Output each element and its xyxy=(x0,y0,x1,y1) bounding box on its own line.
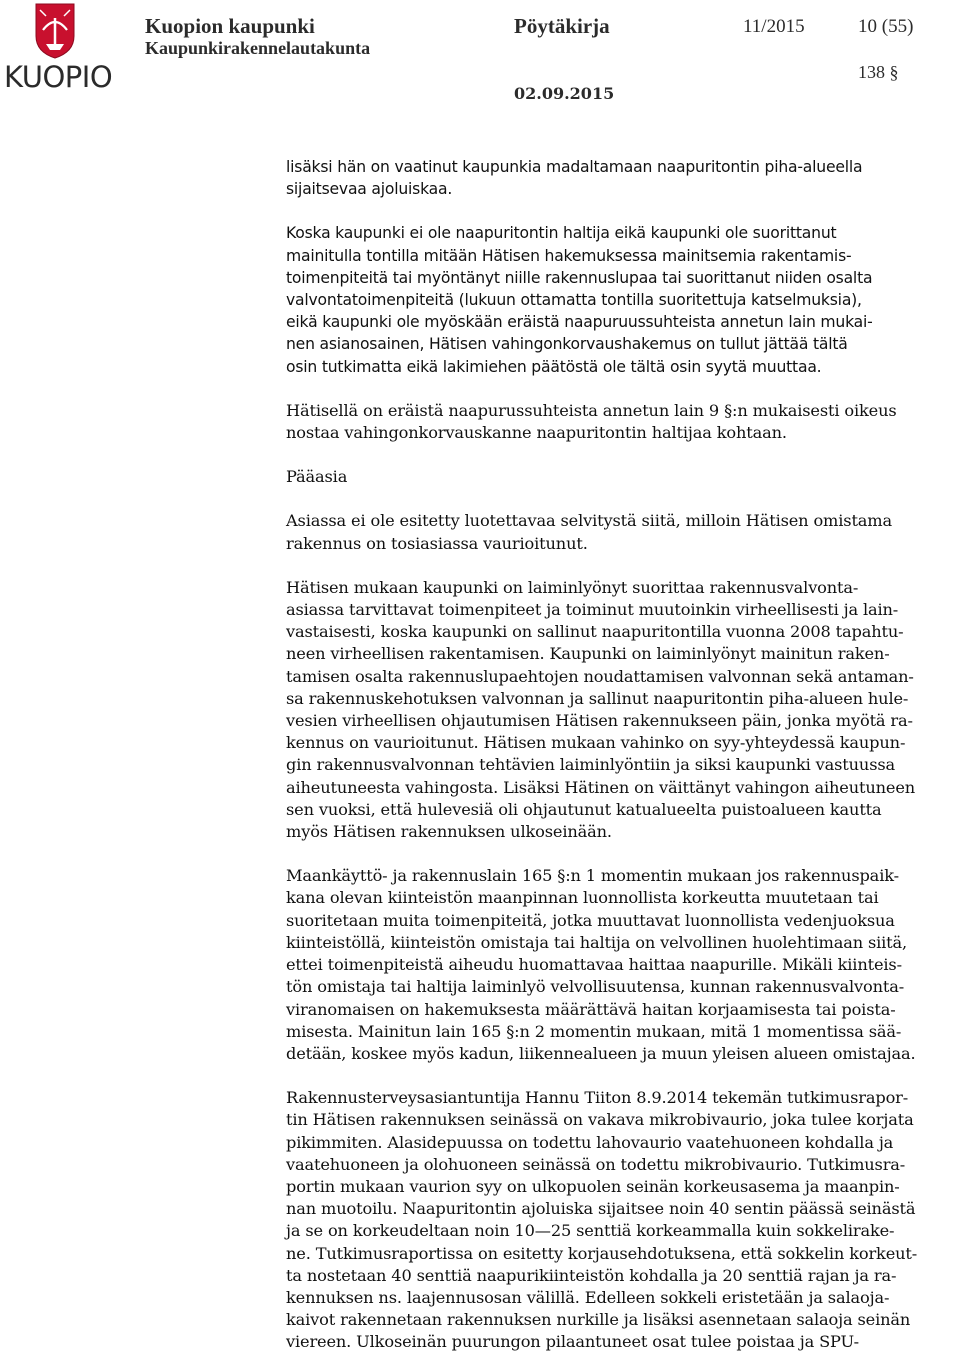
text-line: kaivot rakennetaan rakennuksen nurkille ja lisäksi asennetaan salaoja seinän xyxy=(286,1310,911,1330)
text-line: kennus on vaurioitunut. Hätisen mukaan vahinko on syy-yhteydessä kaupun- xyxy=(286,733,906,753)
paragraph xyxy=(286,400,956,444)
text-line: Asiassa ei ole esitetty luotettavaa selvitystä siitä, milloin Hätisen omistama xyxy=(286,511,892,531)
text-line: eikä kaupunki ole myöskään eräistä naapuruussuhteista annetun lain mukai- xyxy=(286,313,873,332)
text-line: ta nostetaan 40 senttiä naapurikiinteistön kohdalla ja 20 senttiä rajan ja ra- xyxy=(286,1265,897,1285)
document-body xyxy=(286,156,956,1354)
paragraph xyxy=(286,510,956,554)
paragraph xyxy=(286,865,956,1065)
paragraph xyxy=(286,156,956,200)
text-line: Rakennusterveysasiantuntija Hannu Tiiton 8.9.2014 tekemän tutkimusrapor- xyxy=(286,1088,909,1108)
text-line: vastaisesti, koska kaupunki on sallinut naapuritontilla vuonna 2008 tapahtu- xyxy=(286,622,904,642)
paragraph-gap xyxy=(286,843,956,865)
text-line: sijaitsevaa ajoluiskaa. xyxy=(286,180,453,199)
text-line: detään, koskee myös kadun, liikennealueen ja muun yleisen alueen omistajaa. xyxy=(286,1043,916,1063)
organization-name: Kuopion kaupunki xyxy=(145,14,315,38)
paragraph xyxy=(286,222,956,377)
section-heading xyxy=(286,466,956,488)
text-line: aiheutuneesta vahingosta. Lisäksi Hätinen on väittänyt vahingon aiheutuneen xyxy=(286,777,916,797)
text-line: nen asianosainen, Hätisen vahingonkorvaushakemus on tullut jättää tältä xyxy=(286,335,848,354)
text-line: tön omistaja tai haltija laiminlyö velvollisuutensa, kunnan rakennusvalvonta- xyxy=(286,977,905,997)
paragraph-gap xyxy=(286,488,956,510)
paragraph-gap xyxy=(286,555,956,577)
text-line: Hätisellä on eräistä naapurussuhteista annetun lain 9 §:n mukaisesti oikeus xyxy=(286,400,897,420)
text-line: kiinteistöllä, kiinteistön omistaja tai haltija on velvollinen huolehtimaan siitä, xyxy=(286,932,908,952)
text-line: ettei toimenpiteistä aiheudu huomattavaa haittaa naapurille. Mikäli kiinteis- xyxy=(286,955,902,975)
paragraph-gap xyxy=(286,444,956,466)
text-line: ja se on korkeudeltaan noin 10—25 senttiä korkeammalla kuin sokkelirake- xyxy=(286,1221,895,1241)
text-line: valvontatoimenpiteitä (lukuun ottamatta tontilla suoritettuja katselmuksia), xyxy=(286,291,862,310)
document-number: 11/2015 xyxy=(743,16,805,37)
logo-wordmark: KUOPIO xyxy=(4,60,113,94)
paragraph xyxy=(286,1087,956,1353)
text-line: Hätisen mukaan kaupunki on laiminlyönyt suorittaa rakennusvalvonta- xyxy=(286,577,859,597)
paragraph-gap xyxy=(286,200,956,222)
paragraph-gap xyxy=(286,378,956,400)
text-line: Maankäyttö- ja rakennuslain 165 §:n 1 momentin mukaan jos rakennuspaik- xyxy=(286,866,899,886)
text-line: Koska kaupunki ei ole naapuritontin haltija eikä kaupunki ole suorittanut xyxy=(286,224,837,243)
text-line: ne. Tutkimusraportissa on esitetty korjausehdotuksena, että sokkelin korkeut- xyxy=(286,1243,918,1263)
text-line: sen vuoksi, että hulevesiä oli ohjautunut katualueelta puistoalueen kautta xyxy=(286,799,882,819)
text-line: viereen. Ulkoseinän puurungon pilaantuneet osat tulee poistaa ja SPU- xyxy=(286,1332,859,1352)
text-line: gin rakennusvalvonnan tehtävien laiminlyöntiin ja siksi kaupunki vastuussa xyxy=(286,755,896,775)
text-line: vaatehuoneen ja olohuoneen seinässä on todettu mikrobivaurio. Tutkimusra- xyxy=(286,1154,906,1174)
text-line: pikimmiten. Alasidepuussa on todettu lahovaurio vaatehuoneen kohdalla ja xyxy=(286,1132,894,1152)
committee-name: Kaupunkirakennelautakunta xyxy=(145,38,371,58)
section-number: 138 § xyxy=(858,62,899,82)
text-line: neen virheellisen rakentamisen. Kaupunki on laiminlyönyt mainitun raken- xyxy=(286,644,890,664)
text-line: kennuksen ns. laajennusosan välillä. Edelleen sokkeli eristetään ja salaoja- xyxy=(286,1287,890,1307)
text-line: myös Hätisen rakennuksen ulkoseinään. xyxy=(286,822,612,842)
text-line: asiassa tarvittavat toimenpiteet ja toiminut muutoinkin virheellisesti ja lain- xyxy=(286,600,899,620)
text-line: nan muotoilu. Naapuritontin ajoluiska sijaitsee noin 40 sentin päässä seinästä xyxy=(286,1199,916,1219)
text-line: rakennus on tosiasiassa vaurioitunut. xyxy=(286,533,588,553)
text-line: tamisen osalta rakennuslupaehtojen noudattamisen valvonnan sekä antaman- xyxy=(286,666,914,686)
text-line: lisäksi hän on vaatinut kaupunkia madaltamaan naapuritontin piha-alueella xyxy=(286,158,863,176)
text-line: Pääasia xyxy=(286,467,348,487)
paragraph-gap xyxy=(286,1065,956,1087)
text-line: osin tutkimatta eikä lakimiehen päätöstä ole tältä osin syytä muuttaa. xyxy=(286,357,822,376)
text-line: nostaa vahingonkorvauskanne naapuritontin haltijaa kohtaan. xyxy=(286,423,787,443)
paragraph xyxy=(286,577,956,843)
text-line: sa rakennuskehotuksen valvonnan ja sallinut naapuritontin piha-alueen hule- xyxy=(286,688,909,708)
kuopio-logo xyxy=(0,0,113,100)
page-number: 10 (55) xyxy=(858,16,914,37)
text-line: tin Hätisen rakennuksen seinässä on vakava mikrobivaurio, joka tulee korjata xyxy=(286,1110,914,1130)
text-line: toimenpiteitä tai myöntänyt niille rakennuslupaa tai suorittanut niiden osalta xyxy=(286,268,873,287)
text-line: suoritetaan muita toimenpiteitä, jotka muuttavat luonnollista vedenjuoksua xyxy=(286,910,895,930)
text-line: portin mukaan vaurion syy on ulkopuolen seinän korkeusasema ja maanpin- xyxy=(286,1176,900,1196)
meeting-date: 02.09.2015 xyxy=(514,84,615,103)
text-line: mainitulla tontilla mitään Hätisen hakemuksessa mainitsemia rakentamis- xyxy=(286,246,852,265)
document-type: Pöytäkirja xyxy=(514,14,610,38)
text-line: misesta. Mainitun lain 165 §:n 2 momentin mukaan, mitä 1 momentissa sää- xyxy=(286,1021,902,1041)
text-line: vesien virheellisen ohjautumisen Hätisen rakennukseen päin, jonka myötä ra- xyxy=(286,711,913,731)
text-line: kana olevan kiinteistön maanpinnan luonnollista korkeutta muutetaan tai xyxy=(286,888,879,908)
text-line: viranomaisen on hakemuksesta määrättävä haitan korjaamisesta tai poista- xyxy=(286,999,896,1019)
